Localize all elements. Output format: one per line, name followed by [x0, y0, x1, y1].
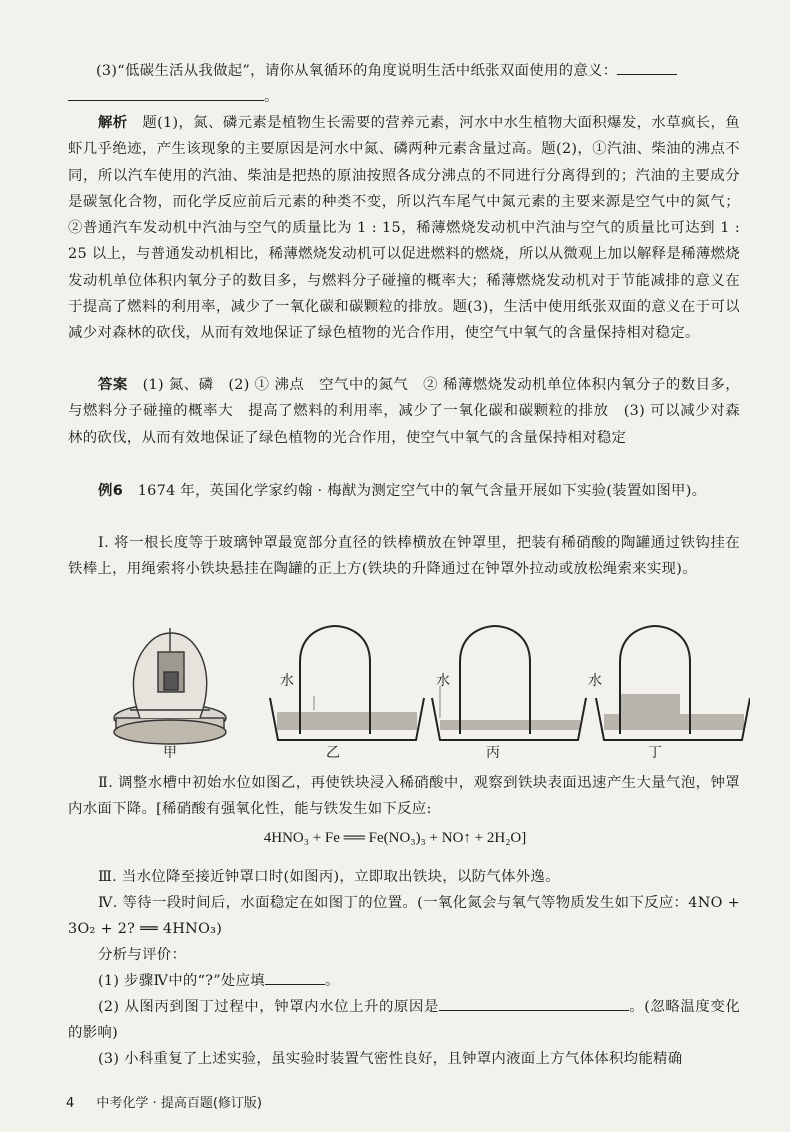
- figure-label-bing: 丙: [486, 745, 500, 761]
- step-4: Ⅳ. 等待一段时间后，水面稳定在如图丁的位置。(一氧化氮会与氧气等物质发生如下反应：4NO + 3O₂ + 2? ══ 4HNO₃): [68, 895, 740, 938]
- equation-1: 4HNO₃ + Fe ══ Fe(NO₃)₃ + NO↑ + 2H₂O]: [263, 830, 527, 846]
- book-title: 中考化学 · 提高百题(修订版): [96, 1096, 262, 1111]
- example-text: 1674 年，英国化学家约翰 · 梅猷为测定空气中的氧气含量开展如下实验(装置如图甲)。: [137, 483, 707, 499]
- answer-label: 答案: [98, 377, 128, 393]
- apparatus-ding: [596, 626, 750, 740]
- question-1: [68, 968, 740, 994]
- question-3: [68, 58, 740, 111]
- analysis-paragraph: [68, 110, 740, 347]
- answer-blank: [439, 996, 629, 1011]
- page-number: 4: [66, 1096, 75, 1111]
- water-label-ding: 水: [588, 673, 602, 689]
- step-1: Ⅰ. 将一根长度等于玻璃钟罩最宽部分直径的铁棒横放在钟罩里，把装有稀硝酸的陶罐通过铁钩挂在铁棒上，用绳索将小铁块悬挂在陶罐的正上方(铁块的升降通过在钟罩外拉动或放松绳索来实现)。: [68, 535, 740, 578]
- apparatus-bing: [432, 626, 586, 740]
- analysis-label: 解析: [98, 115, 128, 131]
- analysis-heading: 分析与评价：: [98, 947, 187, 963]
- example-6-heading: [68, 478, 740, 504]
- page-footer: [66, 1092, 262, 1111]
- q3-prompt: (3)“低碳生活从我做起”，请你从氧循环的角度说明生活中纸张双面使用的意义：: [96, 63, 618, 79]
- water-label-bing: 水: [436, 673, 450, 689]
- answer-blank: [617, 60, 677, 75]
- answer-blank: [68, 86, 264, 101]
- analysis-text: 题(1)，氮、磷元素是植物生长需要的营养元素，河水中水生植物大面积爆发，水草疯长，鱼虾几乎绝迹，产生该现象的主要原因是河水中氮、磷两种元素含量过高。题(2)，①汽油、柴油的沸点不同，所以汽车使用的汽油、柴油是把热的原油按照各成分沸点的不同进行分离得到的；汽油的主要成分是碳氢化合物，而化学反应前后元素的种类不变，所以汽车尾气中氮元素的主要来源是空气中的氮气；②普通汽车发动机中汽油与空气的质量比为 1 : 15，稀薄燃烧发动机中汽油与空气的质量比可达到 1 : 25 以上，与普通发动机相比，稀薄燃烧发动机可以促进燃料的燃烧，所以从微观上加以解释是稀薄燃烧发动机单位体积内氧分子的数目多，与燃料分子碰撞的概率大；稀薄燃烧发动机对于节能减排的意义在于提高了燃料的利用率，减少了一氧化碳和碳颗粒的排放。题(3)，生活中使用纸张双面的意义在于可以减少对森林的砍伐，从而有效地保证了绿色植物的光合作用，使空气中氧气的含量保持相对稳定。: [68, 115, 740, 342]
- experiment-figure: [110, 622, 750, 772]
- figure-label-yi: 乙: [326, 745, 340, 761]
- apparatus-jia: [114, 628, 226, 744]
- answer-text: (1) 氮、磷 (2) ① 沸点 空气中的氮气 ② 稀薄燃烧发动机单位体积内氧分子的数目多，与燃料分子碰撞的概率大 提高了燃料的利用率，减少了一氧化碳和碳颗粒的排放 (3) 可以减少对森林的砍伐，从而有效地保证了绿色植物的光合作用，使空气中氧气的含量保持相对稳定: [68, 377, 740, 446]
- water-label-yi: 水: [280, 673, 294, 689]
- step-3: Ⅲ. 当水位降至接近钟罩口时(如图丙)，立即取出铁块，以防气体外逸。: [98, 869, 560, 885]
- example-label: 例6: [98, 483, 124, 499]
- question-3b: (3) 小科重复了上述实验，虽实验时装置气密性良好，且钟罩内液面上方气体体积均能精确: [98, 1051, 683, 1067]
- q2-end: 。(忽略温度变化的影响): [68, 999, 741, 1042]
- question-2: [68, 994, 740, 1047]
- punctuation: 。: [264, 89, 279, 106]
- answer-blank: [265, 970, 325, 985]
- figure-label-jia: 甲: [163, 745, 177, 761]
- q1-text: (1) 步骤Ⅳ中的“?”处应填: [98, 973, 265, 989]
- q2-text: (2) 从图丙到图丁过程中，钟罩内水位上升的原因是: [98, 999, 439, 1015]
- figure-label-ding: 丁: [648, 745, 662, 761]
- answer-paragraph: [68, 372, 740, 451]
- step-2: Ⅱ. 调整水槽中初始水位如图乙，再使铁块浸入稀硝酸中，观察到铁块表面迅速产生大量气泡，钟罩内水面下降。[稀硝酸有强氧化性，能与铁发生如下反应:: [68, 775, 740, 818]
- punctuation: 。: [325, 973, 340, 989]
